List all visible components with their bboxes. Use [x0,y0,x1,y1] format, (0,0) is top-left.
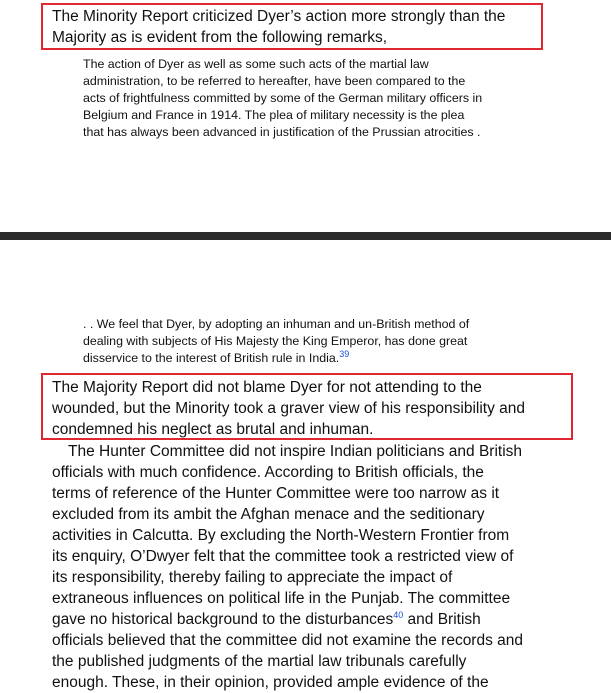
quote-1-line-2: administration, to be referred to hereafter, have been compared to the [83,74,466,88]
paragraph-line-1: The Hunter Committee did not inspire Indian politicians and British [68,443,523,460]
paragraph-line-9 [52,609,481,630]
quote-1-line-1: The action of Dyer as well as some such acts of the martial law [83,57,429,71]
paragraph-line-11: the published judgments of the martial law tribunals carefully [52,653,467,670]
page-divider [0,232,611,240]
paragraph-line-6: its enquiry, O’Dwyer felt that the committee took a restricted view of [52,548,514,565]
quote-1-line-3: acts of frightfulness committed by some of the German military officers in [83,91,483,105]
highlight-1-line-2: Majority as is evident from the following remarks, [52,29,388,46]
paragraph-line-8: extraneous influences on political life in the Punjab. The committee [52,590,511,607]
paragraph-line-5: activities in Calcutta. By excluding the North-Western Frontier from [52,527,510,544]
highlight-2-line-1: The Majority Report did not blame Dyer for not attending to the [52,379,482,396]
footnote-40[interactable]: 40 [393,609,404,620]
quote-2-line-2: dealing with subjects of His Majesty the King Emperor, has done great [83,334,468,348]
highlight-2-line-2: wounded, but the Minority took a graver view of his responsibility and [52,400,525,417]
highlight-1-line-1: The Minority Report criticized Dyer’s action more strongly than the [52,8,506,25]
quote-1-line-4: Belgium and France in 1914. The plea of military necessity is the plea [83,108,465,122]
quote-2-line-1: . . We feel that Dyer, by adopting an inhuman and un-British method of [83,317,470,331]
paragraph-line-12: enough. These, in their opinion, provided ample evidence of the [52,674,489,691]
footnote-39[interactable]: 39 [339,348,350,359]
paragraph-line-3: terms of reference of the Hunter Committee were too narrow as it [52,485,500,502]
paragraph-line-9-tail: and British [403,611,481,628]
paragraph-line-9-text: gave no historical background to the disturbances [52,611,394,628]
paragraph-line-7: its responsibility, thereby failing to appreciate the impact of [52,569,453,586]
paragraph-line-10: officials believed that the committee did not examine the records and [52,632,524,649]
quote-2-line-3 [83,350,349,367]
quote-2-line-3-text: disservice to the interest of British rule in India. [83,351,340,365]
quote-1-line-5: that has always been advanced in justification of the Prussian atrocities . [83,125,481,139]
paragraph-line-4: excluded from its ambit the Afghan menace and the seditionary [52,506,485,523]
paragraph-line-2: officials with much confidence. According to British officials, the [52,464,484,481]
highlight-2-line-3: condemned his neglect as brutal and inhuman. [52,421,374,438]
page-fragment-top [0,0,611,232]
